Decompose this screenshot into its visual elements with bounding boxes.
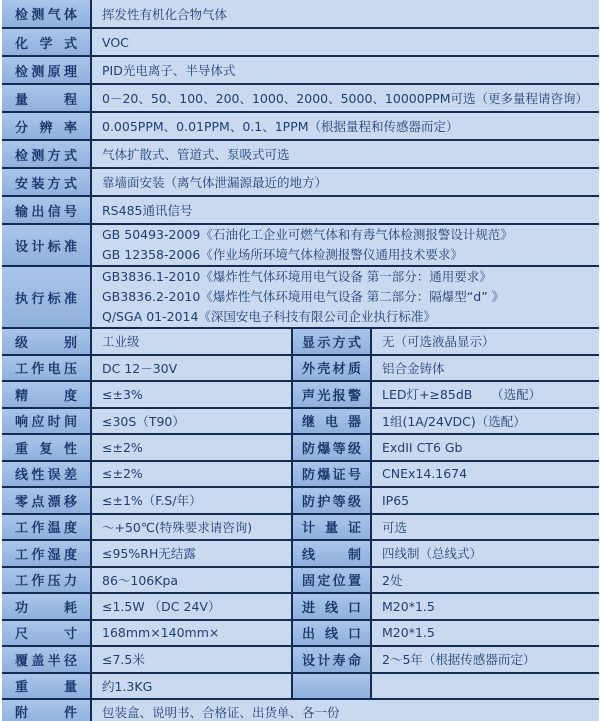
spec-value-line: GB3836.2-2010《爆炸性气体环境用电气设备 第二部分：隔爆型“d” 》 bbox=[102, 289, 505, 304]
spec-label-right: 显示方式 bbox=[292, 328, 371, 355]
spec-value: PID光电离子、半导体式 bbox=[91, 56, 599, 84]
spec-label: 量程 bbox=[2, 84, 91, 112]
spec-row bbox=[2, 140, 599, 168]
spec-label: 分辨率 bbox=[2, 112, 91, 140]
spec-value-line: GB 50493-2009《石油化工企业可燃气体和有毒气体检测报警设计规范》 bbox=[102, 227, 513, 242]
spec-value-right: 四线制（总线式） bbox=[371, 540, 599, 567]
spec-value-left: ≤±3% bbox=[91, 381, 292, 408]
spec-value-right: 2处 bbox=[371, 567, 599, 594]
spec-label-left: 零点漂移 bbox=[2, 487, 91, 514]
spec-label-left: 精度 bbox=[2, 381, 91, 408]
spec-label-right: 防护等级 bbox=[292, 487, 371, 514]
spec-label-right bbox=[292, 673, 371, 700]
spec-value bbox=[91, 266, 599, 328]
spec-label-left: 工作湿度 bbox=[2, 540, 91, 567]
spec-label-right: 声光报警 bbox=[292, 381, 371, 408]
spec-row bbox=[2, 224, 599, 266]
spec-label-right: 外壳材质 bbox=[292, 355, 371, 382]
spec-value-right: 铝合金铸体 bbox=[371, 355, 599, 382]
spec-label: 检测方式 bbox=[2, 140, 91, 168]
spec-label-right: 防爆证号 bbox=[292, 461, 371, 488]
spec-row bbox=[2, 434, 599, 461]
spec-label-left: 工作温度 bbox=[2, 514, 91, 541]
spec-value-left: DC 12－30V bbox=[91, 355, 292, 382]
spec-row bbox=[2, 0, 599, 28]
spec-label-left: 尺寸 bbox=[2, 620, 91, 647]
spec-label: 设计标准 bbox=[2, 224, 91, 266]
spec-label-left: 覆盖半径 bbox=[2, 646, 91, 673]
spec-row bbox=[2, 699, 599, 721]
spec-row bbox=[2, 381, 599, 408]
spec-label-left: 级别 bbox=[2, 328, 91, 355]
spec-row bbox=[2, 567, 599, 594]
spec-value-right bbox=[371, 673, 599, 700]
spec-value-left: 工业级 bbox=[91, 328, 292, 355]
spec-row bbox=[2, 196, 599, 224]
spec-label-right: 线制 bbox=[292, 540, 371, 567]
spec-value-right: IP65 bbox=[371, 487, 599, 514]
spec-table bbox=[2, 0, 599, 721]
spec-row bbox=[2, 593, 599, 620]
spec-value: 挥发性有机化合物气体 bbox=[91, 0, 599, 28]
spec-value-left: 168mm×140mm× bbox=[91, 620, 292, 647]
spec-row bbox=[2, 266, 599, 328]
spec-label: 安装方式 bbox=[2, 168, 91, 196]
spec-value: 0－20、50、100、200、1000、2000、5000、10000PPM可选（更多量程请咨询） bbox=[91, 84, 599, 112]
spec-value-left: ≤95%RH无结露 bbox=[91, 540, 292, 567]
spec-label-right: 防爆等级 bbox=[292, 434, 371, 461]
spec-value-left: ≤1.5W （DC 24V） bbox=[91, 593, 292, 620]
spec-label: 附件 bbox=[2, 699, 91, 721]
spec-row bbox=[2, 673, 599, 700]
spec-label-left: 功耗 bbox=[2, 593, 91, 620]
spec-value-left: 86～106Kpa bbox=[91, 567, 292, 594]
spec-label-left: 工作电压 bbox=[2, 355, 91, 382]
spec-row bbox=[2, 112, 599, 140]
spec-value-line: GB 12358-2006《作业场所环境气体检测报警仪通用技术要求》 bbox=[102, 247, 463, 262]
spec-value-left: ～+50℃(特殊要求请咨询) bbox=[91, 514, 292, 541]
spec-value: 气体扩散式、管道式、泵吸式可选 bbox=[91, 140, 599, 168]
spec-label: 输出信号 bbox=[2, 196, 91, 224]
spec-value: 包装盒、说明书、合格证、出货单、各一份 bbox=[91, 699, 599, 721]
spec-label-right: 继电器 bbox=[292, 408, 371, 435]
spec-value: 0.005PPM、0.01PPM、0.1、1PPM（根据量程和传感器而定） bbox=[91, 112, 599, 140]
spec-label-right: 进线口 bbox=[292, 593, 371, 620]
spec-value-right: 2～5年（根据传感器而定） bbox=[371, 646, 599, 673]
spec-value-right: ExdII CT6 Gb bbox=[371, 434, 599, 461]
spec-label-right: 出线口 bbox=[292, 620, 371, 647]
spec-value: 靠墙面安装（离气体泄漏源最近的地方） bbox=[91, 168, 599, 196]
spec-label: 化学式 bbox=[2, 28, 91, 56]
spec-value: VOC bbox=[91, 28, 599, 56]
spec-label-left: 重复性 bbox=[2, 434, 91, 461]
spec-row bbox=[2, 540, 599, 567]
spec-row bbox=[2, 168, 599, 196]
spec-value-left: ≤±1%（F.S/年） bbox=[91, 487, 292, 514]
spec-value: RS485通讯信号 bbox=[91, 196, 599, 224]
spec-label: 检测气体 bbox=[2, 0, 91, 28]
spec-row bbox=[2, 620, 599, 647]
spec-value-line: GB3836.1-2010《爆炸性气体环境用电气设备 第一部分：通用要求》 bbox=[102, 269, 492, 284]
spec-value-right: 1组(1A/24VDC)（选配） bbox=[371, 408, 599, 435]
spec-value-right: LED灯+≥85dB （选配） bbox=[371, 381, 599, 408]
spec-value-left: ≤7.5米 bbox=[91, 646, 292, 673]
spec-value-left: ≤±2% bbox=[91, 434, 292, 461]
spec-row bbox=[2, 461, 599, 488]
spec-row bbox=[2, 56, 599, 84]
spec-value-right: 无（可选液晶显示） bbox=[371, 328, 599, 355]
spec-value-left: ≤30S（T90） bbox=[91, 408, 292, 435]
spec-label: 检测原理 bbox=[2, 56, 91, 84]
spec-row bbox=[2, 355, 599, 382]
spec-value-line: Q/SGA 01-2014《深国安电子科技有限公司企业执行标准》 bbox=[102, 309, 436, 324]
spec-value-right: CNEx14.1674 bbox=[371, 461, 599, 488]
spec-value-left: 约1.3KG bbox=[91, 673, 292, 700]
spec-value bbox=[91, 224, 599, 266]
spec-row bbox=[2, 84, 599, 112]
spec-label-right: 设计寿命 bbox=[292, 646, 371, 673]
spec-label-left: 线性误差 bbox=[2, 461, 91, 488]
spec-label: 执行标准 bbox=[2, 266, 91, 328]
spec-row bbox=[2, 514, 599, 541]
spec-label-left: 工作压力 bbox=[2, 567, 91, 594]
spec-row bbox=[2, 487, 599, 514]
spec-label-left: 响应时间 bbox=[2, 408, 91, 435]
spec-value-right: M20*1.5 bbox=[371, 593, 599, 620]
spec-row bbox=[2, 646, 599, 673]
spec-row bbox=[2, 328, 599, 355]
spec-label-right: 计量证 bbox=[292, 514, 371, 541]
spec-value-right: 可选 bbox=[371, 514, 599, 541]
spec-row bbox=[2, 408, 599, 435]
spec-value-right: M20*1.5 bbox=[371, 620, 599, 647]
spec-value-left: ≤±2% bbox=[91, 461, 292, 488]
spec-label-left: 重量 bbox=[2, 673, 91, 700]
spec-row bbox=[2, 28, 599, 56]
spec-label-right: 固定位置 bbox=[292, 567, 371, 594]
